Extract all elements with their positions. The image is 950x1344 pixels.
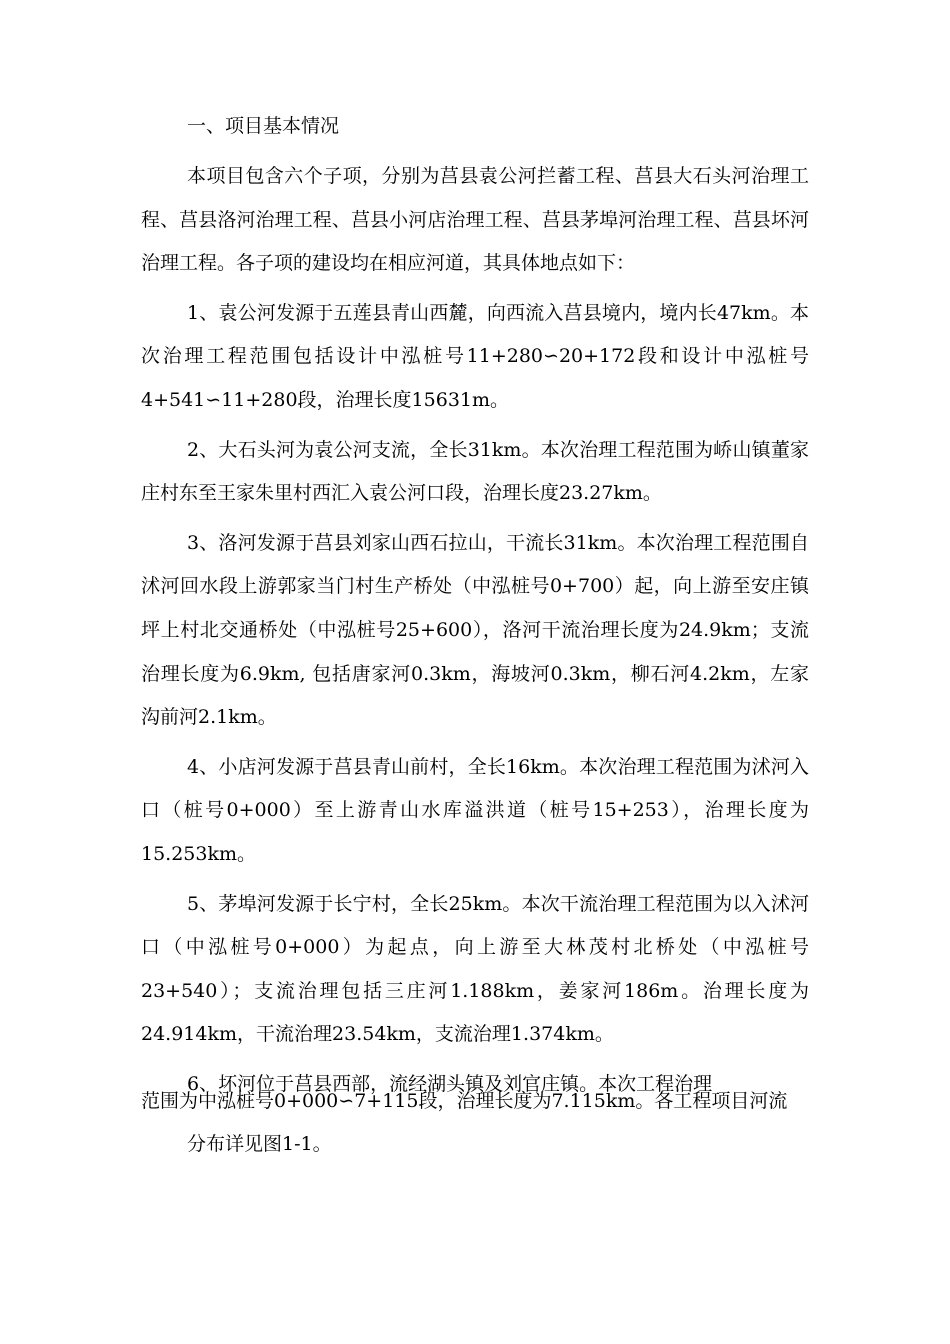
paragraph-item-1: 1、袁公河发源于五莲县青山西麓，向西流入莒县境内，境内长47km。本次治理工程范围包括设计中泓桩号11+280∽20+172段和设计中泓桩号4+541∽11+280段，治理长度15631m。 [141, 301, 809, 411]
paragraph-item-3: 3、洛河发源于莒县刘家山西石拉山，干流长31km。本次治理工程范围自沭河回水段上游郭家当门村生产桥处（中泓桩号0+700）起，向上游至安庄镇坪上村北交通桥处（中泓桩号25+600），洛河干流治理长度为24.9km；支流治理长度为6.9km, 包括唐家河0.3km，海坡河0.3km，柳石河4.2km，左家沟前河2.1km。 [141, 531, 809, 729]
paragraph-intro: 本项目包含六个子项，分别为莒县袁公河拦蓄工程、莒县大石头河治理工程、莒县洛河治理工程、莒县小河店治理工程、莒县茅埠河治理工程、莒县坏河治理工程。各子项的建设均在相应河道，其具体地点如下： [141, 165, 809, 275]
section-heading: 一、项目基本情况 [187, 115, 340, 137]
paragraph-tail-line-2: 分布详见图1-1。 [187, 1133, 332, 1155]
body-text [141, 155, 809, 1106]
paragraph-item-5: 5、茅埠河发源于长宁村，全长25km。本次干流治理工程范围为以入沭河口（中泓桩号0+000）为起点，向上游至大林茂村北桥处（中泓桩号23+540）；支流治理包括三庄河1.188km，姜家河186m。治理长度为24.914km，干流治理23.54km，支流治理1.374km。 [141, 892, 809, 1046]
paragraph-item-4: 4、小店河发源于莒县青山前村，全长16km。本次治理工程范围为沭河入口（桩号0+000）至上游青山水库溢洪道（桩号15+253），治理长度为15.253km。 [141, 755, 809, 865]
paragraph-item-2: 2、大石头河为袁公河支流，全长31km。本次治理工程范围为峤山镇董家庄村东至王家朱里村西汇入袁公河口段，治理长度23.27km。 [141, 438, 809, 505]
paragraph-item-6: 6、坏河位于莒县西部，流经湖头镇及刘官庄镇。本次工程治理 [187, 1072, 713, 1095]
paragraph-tail-line-1: 范围为中泓桩号0+000∽7+115段，治理长度为7.115km。各工程项目河流 [141, 1090, 788, 1112]
